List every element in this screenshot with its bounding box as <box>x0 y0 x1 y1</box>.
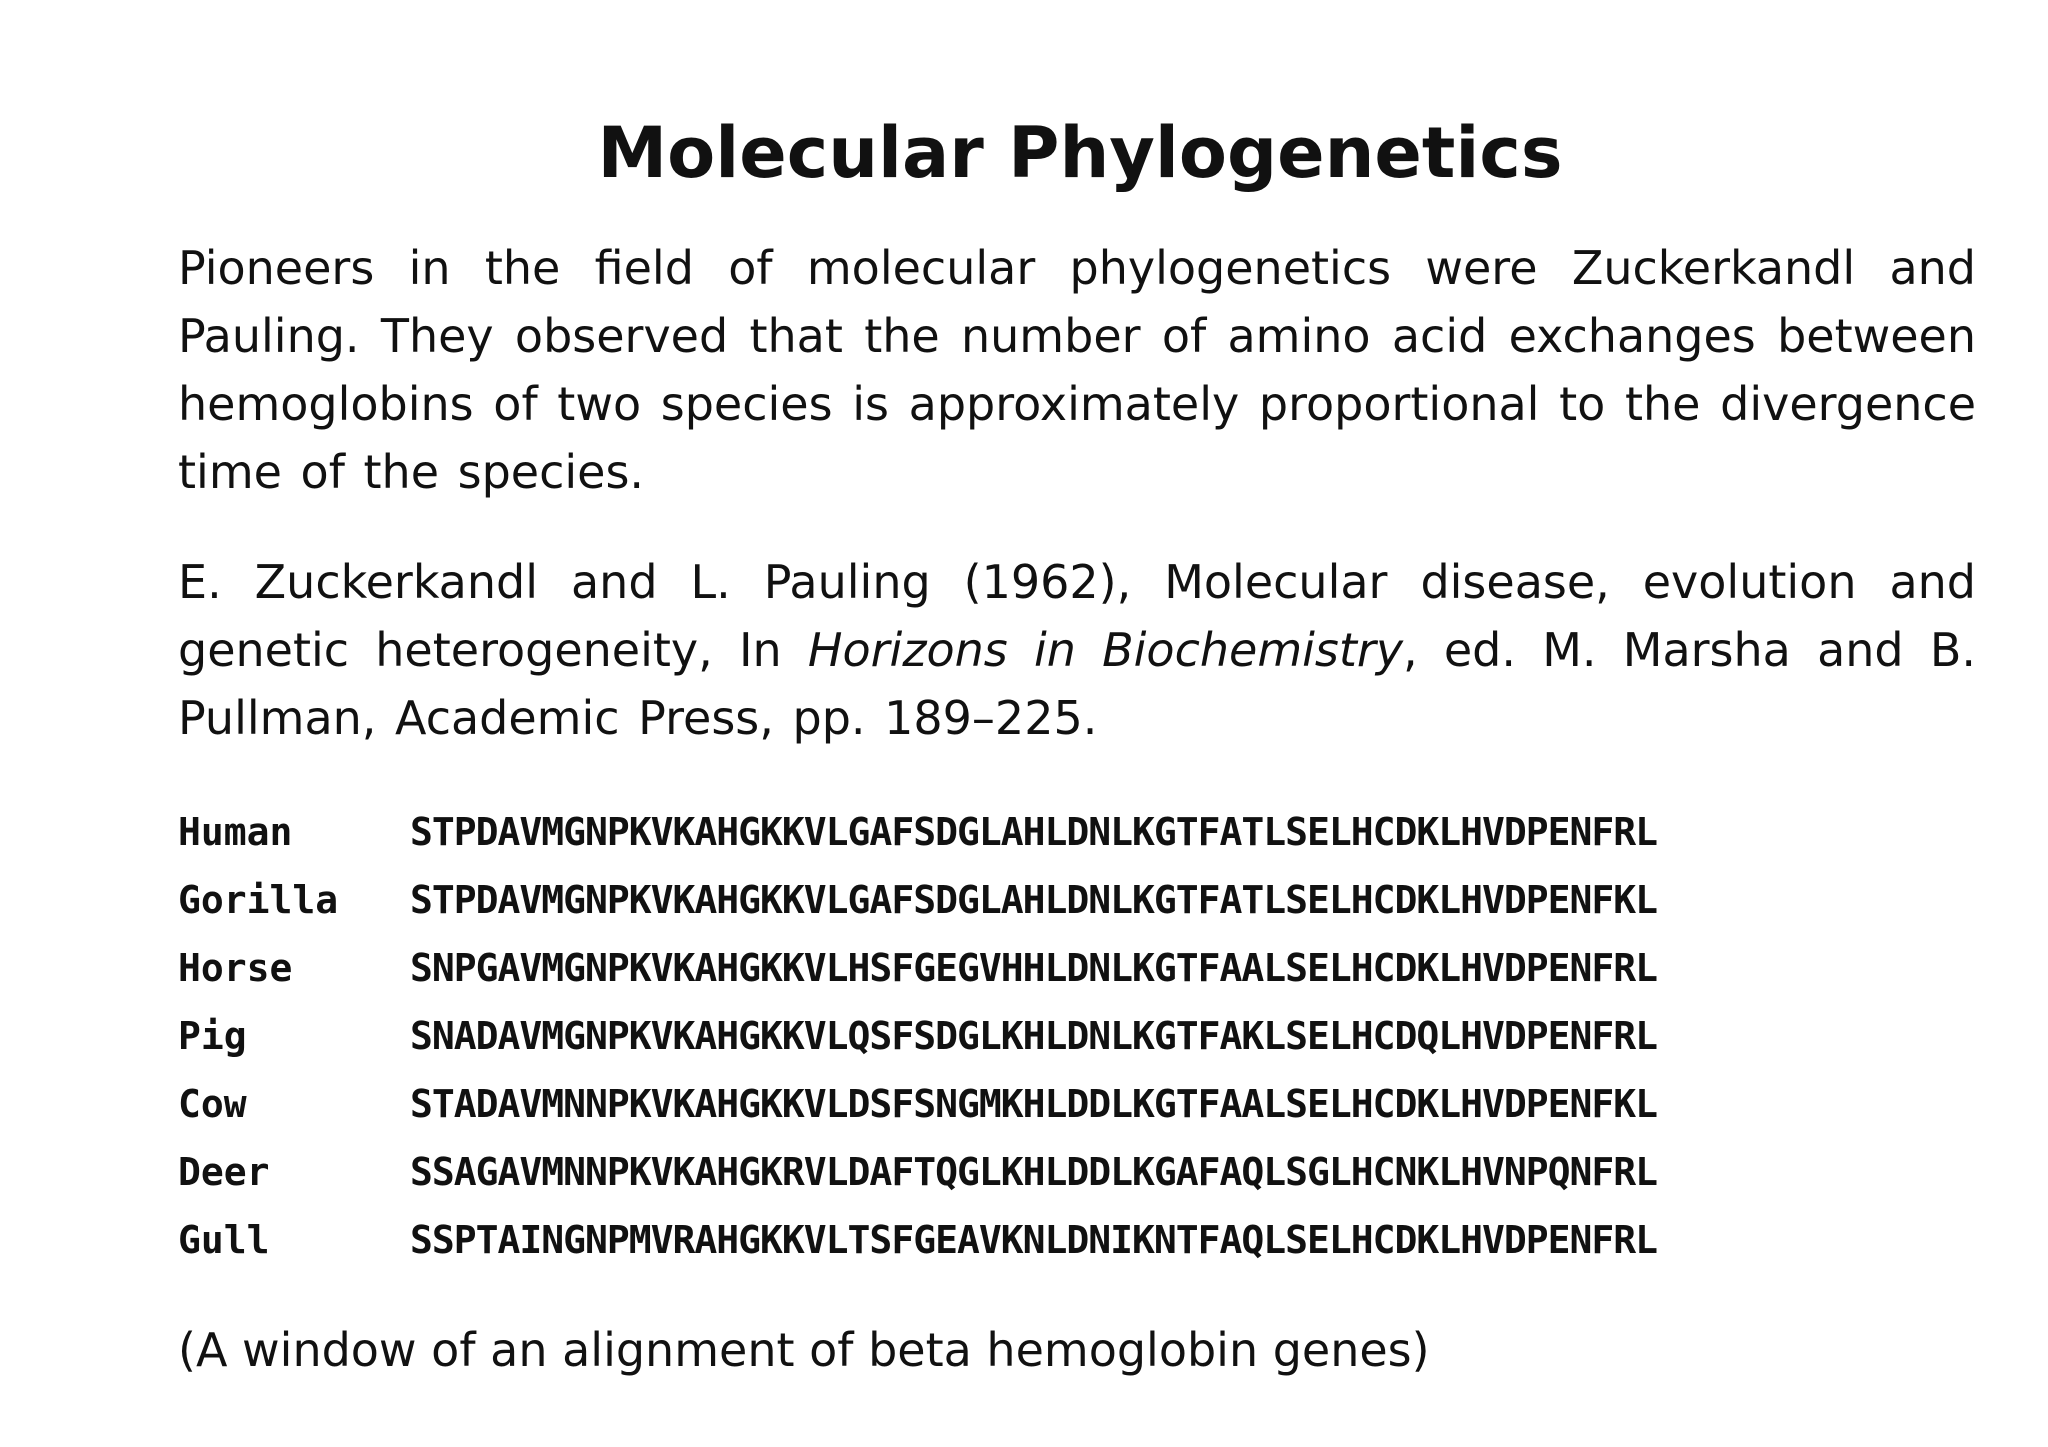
species-name: Human <box>178 810 293 854</box>
amino-acid-sequence: SSAGAVMNNPKVKAHGKRVLDAFTQGLKHLDDLKGAFAQLSGLHCNKLHVNPQNFRL <box>410 1150 1658 1194</box>
alignment-row <box>178 1206 1988 1274</box>
species-name: Horse <box>178 946 293 990</box>
alignment-row <box>178 866 1988 934</box>
amino-acid-sequence: SNADAVMGNPKVKAHGKKVLQSFSDGLKHLDNLKGTFAKLSELHCDQLHVDPENFRL <box>410 1014 1658 1058</box>
amino-acid-sequence: SSPTAINGNPMVRAHGKKVLTSFGEAVKNLDNIKNTFAQLSELHCDKLHVDPENFRL <box>410 1218 1658 1262</box>
species-name: Cow <box>178 1082 247 1126</box>
sequence-alignment <box>178 798 1988 1274</box>
species-name: Deer <box>178 1150 270 1194</box>
alignment-row <box>178 934 1988 1002</box>
reference-book-title: Horizons in Biochemistry <box>807 623 1404 677</box>
alignment-row <box>178 1138 1988 1206</box>
alignment-caption: (A window of an alignment of beta hemoglobin genes) <box>178 1323 1430 1377</box>
reference-text-after: , ed. M. Marsha and B. Pullman, Academic Press, pp. 189–225. <box>178 623 1976 745</box>
amino-acid-sequence: STPDAVMGNPKVKAHGKKVLGAFSDGLAHLDNLKGTFATLSELHCDKLHVDPENFKL <box>410 878 1658 922</box>
reference-paragraph <box>178 548 1976 752</box>
amino-acid-sequence: SNPGAVMGNPKVKAHGKKVLHSFGEGVHHLDNLKGTFAALSELHCDKLHVDPENFRL <box>410 946 1658 990</box>
alignment-row <box>178 798 1988 866</box>
reference-text-before: E. Zuckerkandl and L. Pauling (1962), Molecular disease, evolution and genetic heterogeneity, In <box>178 555 1976 677</box>
intro-paragraph: Pioneers in the field of molecular phylogenetics were Zuckerkandl and Pauling. They observed that the number of amino acid exchanges between hemoglobins of two species is approximately proportional to the divergence time of the species. <box>178 241 1976 499</box>
alignment-row <box>178 1002 1988 1070</box>
amino-acid-sequence: STADAVMNNPKVKAHGKKVLDSFSNGMKHLDDLKGTFAALSELHCDKLHVDPENFKL <box>410 1082 1658 1126</box>
species-name: Gorilla <box>178 878 339 922</box>
amino-acid-sequence: STPDAVMGNPKVKAHGKKVLGAFSDGLAHLDNLKGTFATLSELHCDKLHVDPENFRL <box>410 810 1658 854</box>
species-name: Pig <box>178 1014 247 1058</box>
species-name: Gull <box>178 1218 270 1262</box>
page-title: Molecular Phylogenetics <box>597 112 1563 194</box>
alignment-row <box>178 1070 1988 1138</box>
